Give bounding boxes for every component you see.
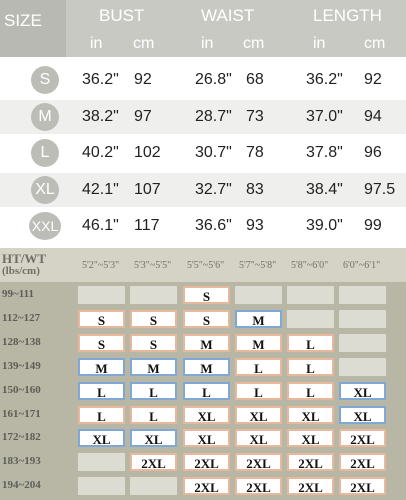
fit-cell: M — [183, 358, 230, 376]
size-value-length-in: 37.8" — [306, 144, 343, 161]
size-value-bust-cm: 107 — [134, 180, 161, 198]
fit-cell — [78, 477, 125, 495]
fit-cell: S — [183, 286, 230, 304]
size-value-waist-in: 30.7" — [195, 144, 232, 161]
fit-cell: L — [130, 382, 177, 400]
fit-cell: L — [78, 382, 125, 400]
size-value-length-in: 36.2" — [306, 71, 343, 88]
size-value-bust-in: 36.2" — [82, 71, 119, 88]
size-value-bust-in: 46.1" — [82, 217, 119, 234]
size-badge: L — [31, 139, 59, 167]
fit-cell: 2XL — [287, 477, 334, 495]
fit-cell: L — [78, 406, 125, 424]
size-badge: S — [31, 66, 59, 94]
size-column-header — [0, 0, 66, 57]
weight-range-text: 172~182 — [2, 431, 41, 444]
fit-cell: 2XL — [235, 453, 282, 471]
fit-cell: M — [235, 334, 282, 352]
fit-cell: S — [130, 310, 177, 328]
size-badge: XXL — [29, 212, 61, 240]
fit-cell — [130, 286, 177, 304]
fit-corner-label: HT/WT — [2, 251, 47, 266]
size-value-bust-in: 40.2" — [82, 144, 119, 161]
size-value-waist-cm: 78 — [246, 144, 264, 161]
fit-cell: S — [130, 334, 177, 352]
size-value-waist-cm: 93 — [246, 217, 264, 234]
weight-range-text: 128~138 — [2, 335, 41, 348]
size-row — [0, 209, 406, 243]
length-header: LENGTH — [313, 6, 382, 25]
fit-cell: 2XL — [183, 477, 230, 495]
fit-cell: 2XL — [130, 453, 177, 471]
size-value-waist-in: 26.8" — [195, 71, 232, 88]
fit-cell: L — [183, 382, 230, 400]
weight-range-text: 99~111 — [2, 288, 35, 300]
fit-cell — [78, 453, 125, 471]
fit-cell — [235, 286, 282, 304]
height-range-label: 5'8"~6'0" — [291, 260, 329, 271]
waist-header: WAIST — [201, 6, 255, 25]
fit-cell — [287, 310, 334, 328]
size-table — [0, 0, 406, 248]
bust-unit-cm: cm — [133, 35, 155, 52]
weight-range-text: 161~171 — [2, 407, 41, 420]
size-value-waist-in: 32.7" — [195, 180, 232, 198]
fit-cell: M — [183, 334, 230, 352]
fit-cell: M — [235, 310, 282, 328]
fit-cell: L — [287, 358, 334, 376]
fit-cell: XL — [183, 429, 230, 447]
size-value-length-cm: 99 — [364, 217, 382, 234]
size-value-waist-in: 36.6" — [195, 217, 232, 234]
size-value-waist-in: 28.7" — [195, 107, 232, 125]
height-range-label: 5'3"~5'5" — [134, 260, 172, 271]
fit-cell: XL — [130, 429, 177, 447]
fit-cell: 2XL — [339, 453, 386, 471]
size-value-bust-cm: 97 — [134, 107, 152, 125]
fit-cell: S — [183, 310, 230, 328]
size-value-bust-in: 42.1" — [82, 180, 119, 198]
fit-cell: XL — [287, 429, 334, 447]
size-row — [0, 100, 406, 134]
size-value-waist-cm: 83 — [246, 180, 264, 198]
size-value-bust-cm: 92 — [134, 71, 152, 88]
size-value-bust-cm: 117 — [134, 217, 160, 234]
fit-cell: L — [235, 382, 282, 400]
size-value-length-cm: 94 — [364, 107, 382, 125]
fit-corner-units: (lbs/cm) — [2, 265, 40, 277]
fit-cell: L — [235, 358, 282, 376]
size-badge: XL — [31, 176, 59, 204]
size-value-bust-in: 38.2" — [82, 107, 119, 125]
size-row — [0, 136, 406, 170]
height-range-label: 5'7"~5'8" — [239, 260, 277, 271]
size-value-waist-cm: 68 — [246, 71, 264, 88]
waist-unit-in: in — [201, 35, 214, 52]
fit-cell — [287, 286, 334, 304]
fit-cell: 2XL — [339, 477, 386, 495]
fit-cell: 2XL — [287, 453, 334, 471]
fit-cell — [339, 310, 386, 328]
fit-cell: S — [78, 310, 125, 328]
fit-cell — [339, 334, 386, 352]
size-value-length-in: 37.0" — [306, 107, 343, 125]
waist-unit-cm: cm — [243, 35, 265, 52]
size-row — [0, 173, 406, 207]
fit-cell: XL — [339, 406, 386, 424]
weight-range-text: 112~127 — [2, 311, 41, 324]
height-range-label: 5'5"~5'6" — [187, 260, 225, 271]
fit-cell: XL — [287, 406, 334, 424]
length-unit-cm: cm — [364, 35, 386, 52]
bust-unit-in: in — [90, 35, 103, 52]
fit-cell — [339, 358, 386, 376]
fit-cell: L — [287, 334, 334, 352]
fit-cell — [78, 286, 125, 304]
fit-cell — [339, 286, 386, 304]
fit-cell: L — [130, 406, 177, 424]
fit-table — [0, 248, 406, 500]
size-badge: M — [31, 103, 59, 131]
fit-cell: XL — [235, 406, 282, 424]
size-row — [0, 63, 406, 97]
size-value-length-in: 39.0" — [306, 217, 343, 234]
size-value-waist-cm: 73 — [246, 107, 264, 125]
size-header: SIZE — [4, 11, 42, 30]
fit-cell: XL — [339, 382, 386, 400]
size-value-length-in: 38.4" — [306, 180, 343, 198]
weight-range-text: 194~204 — [2, 479, 41, 492]
fit-cell: M — [78, 358, 125, 376]
weight-range-text: 150~160 — [2, 383, 41, 396]
fit-cell: XL — [78, 429, 125, 447]
weight-range-text: 183~193 — [2, 455, 41, 468]
height-range-label: 6'0"~6'1" — [343, 260, 381, 271]
fit-cell: XL — [235, 429, 282, 447]
fit-cell: S — [78, 334, 125, 352]
size-value-length-cm: 96 — [364, 144, 382, 161]
length-unit-in: in — [313, 35, 326, 52]
bust-header: BUST — [99, 6, 145, 25]
fit-cell: L — [287, 382, 334, 400]
size-value-length-cm: 97.5 — [364, 180, 396, 198]
fit-cell: M — [130, 358, 177, 376]
size-value-length-cm: 92 — [364, 71, 382, 88]
size-value-bust-cm: 102 — [134, 144, 161, 161]
fit-cell: 2XL — [235, 477, 282, 495]
height-range-label: 5'2"~5'3" — [82, 260, 120, 271]
weight-range-text: 139~149 — [2, 359, 41, 372]
fit-cell: 2XL — [183, 453, 230, 471]
fit-cell: 2XL — [339, 429, 386, 447]
fit-cell: XL — [183, 406, 230, 424]
fit-cell — [130, 477, 177, 495]
